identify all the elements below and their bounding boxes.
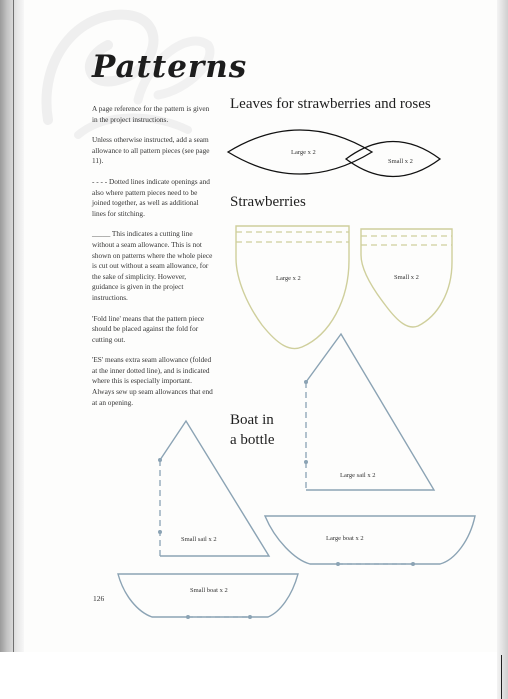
right-rule-line [501,655,502,699]
small-boat-pattern [118,574,298,619]
page-right-edge [497,0,508,699]
large-boat-mark [411,562,415,566]
small-boat-piece [118,574,298,617]
large-leaf-label: Large x 2 [291,149,316,156]
large-boat-mark [336,562,340,566]
large-strawberry-label: Large x 2 [276,275,301,282]
small-boat-mark [248,615,252,619]
large-sail-mark [304,380,308,384]
large-sail-piece [306,334,434,490]
small-sail-mark [158,458,162,462]
leaves-heading: Leaves for strawberries and roses [230,96,431,112]
large-boat-label: Large boat x 2 [326,535,364,542]
large-sail-label: Large sail x 2 [340,472,376,479]
intro-paragraph: - - - - Dotted lines indicate openings and also where pattern pieces need to be joined together, as well as additional lines for stitching. [92,176,210,218]
page-number: 126 [93,594,105,603]
small-leaf-label: Small x 2 [388,158,413,165]
small-strawberry-label: Small x 2 [394,274,419,281]
intro-paragraph: A page reference for the pattern is given in the project instructions. [92,104,210,124]
large-sail-pattern [304,334,434,490]
small-boat-mark [186,615,190,619]
page-title: Patterns [92,49,248,85]
small-sail-pattern [158,421,269,556]
intro-paragraph: Unless otherwise instructed, add a seam allowance to all pattern pieces (see page 11). [92,135,210,166]
strawberry-patterns [236,226,452,349]
bottom-margin [0,652,497,699]
intro-paragraph: 'ES' means extra seam allowance (folded at the inner dotted line), and is indicated where this is especially important. Always sew up seam allowances that end at an opening. [92,355,213,407]
small-sail-mark [158,530,162,534]
intro-paragraph: _____ This indicates a cutting line without a seam allowance. This is not shown on patterns where the whole piece is cut out without a seam allowance, for the sake of simplicity. However, guidance is given in the project instructions. [92,229,213,302]
large-sail-mark [304,460,308,464]
large-boat-piece [265,516,475,564]
boat-heading-line1: Boat in [230,412,274,428]
strawberries-heading: Strawberries [230,194,306,210]
leaves-patterns [228,130,440,177]
large-strawberry-piece [236,226,349,349]
small-sail-label: Small sail x 2 [181,536,217,543]
boat-heading-line2: a bottle [230,432,275,448]
intro-paragraph: 'Fold line' means that the pattern piece should be placed against the fold for cutting out. [92,313,205,344]
small-boat-label: Small boat x 2 [190,587,228,594]
large-boat-pattern [265,516,475,566]
